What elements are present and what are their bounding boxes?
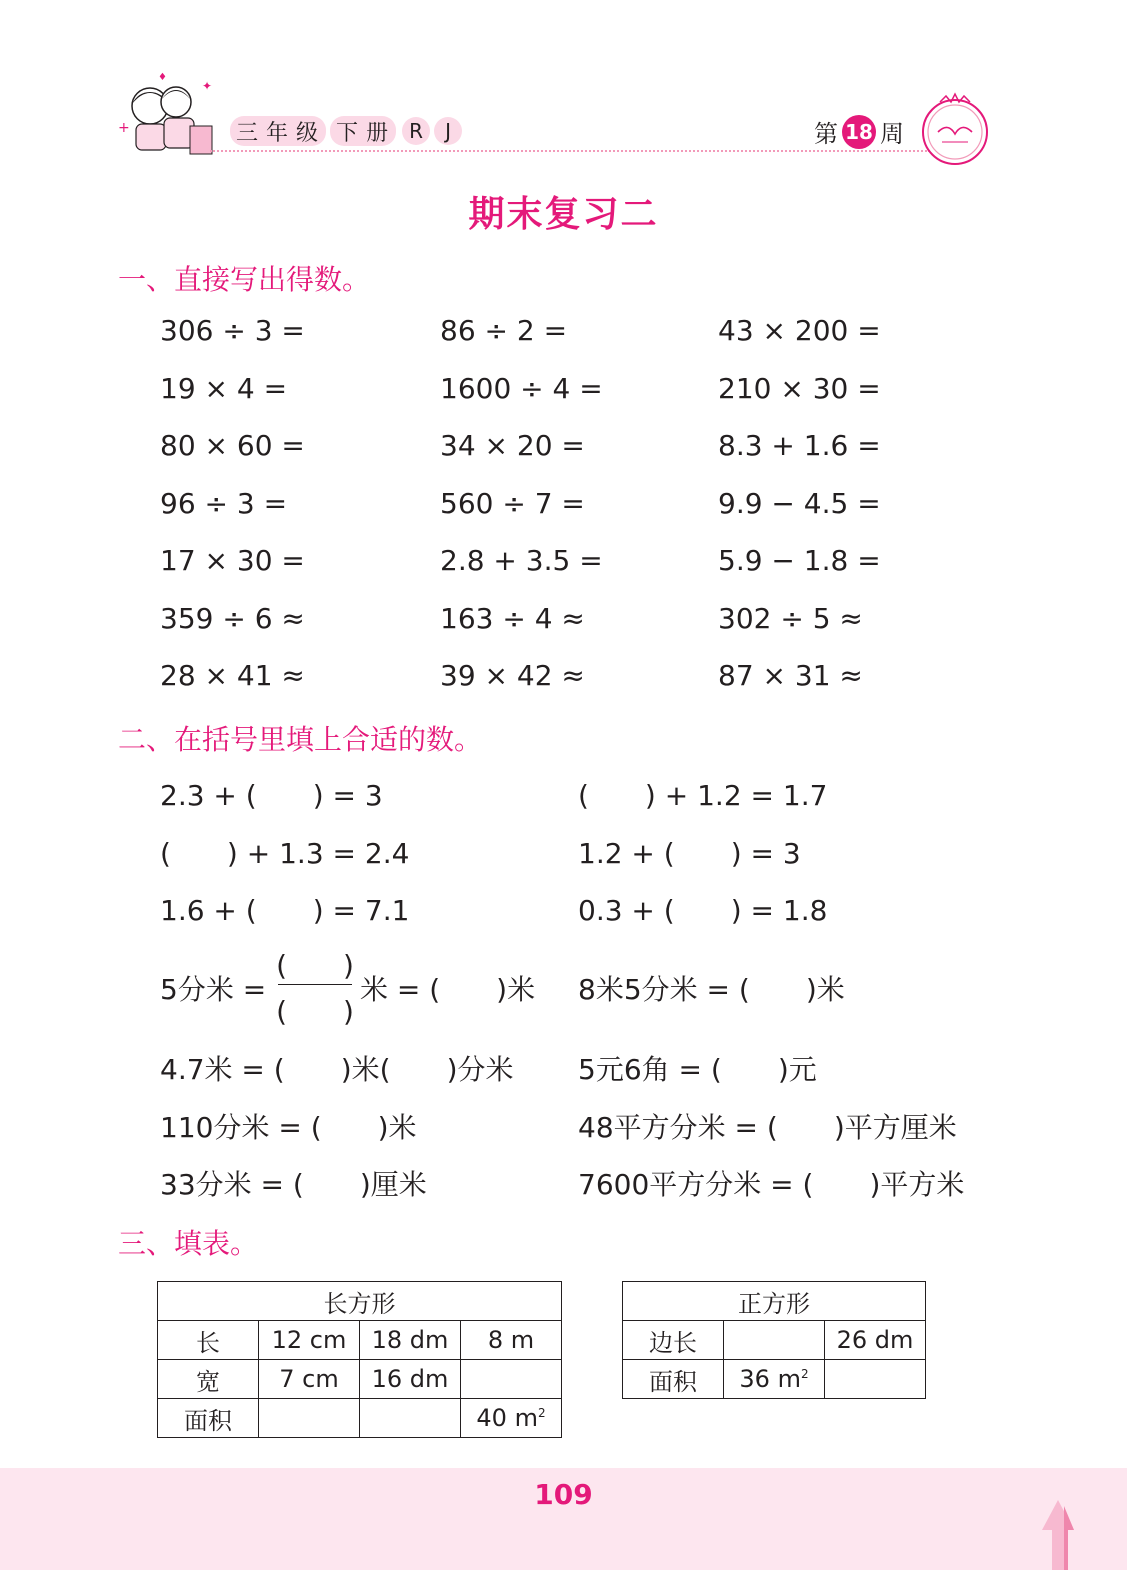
fraction-left-suffix: 米 = ( )米: [360, 973, 536, 1006]
fill-blank-problem: 1.6 + ( ) = 7.1: [160, 894, 410, 927]
calc-problem: 87 × 31 ≈: [718, 659, 863, 692]
fraction-left-prefix: 5分米 =: [160, 973, 267, 1006]
section2-heading: 二、在括号里填上合适的数。: [118, 723, 483, 756]
unit-conversion-problem: 4.7米 = ( )米( )分米: [160, 1053, 514, 1086]
svg-text:♦: ♦: [158, 72, 167, 83]
calc-problem: 96 ÷ 3 =: [160, 486, 288, 520]
svg-text:+: +: [118, 120, 130, 136]
calc-problem: 9.9 − 4.5 =: [718, 486, 881, 520]
rectangle-table-title: 长方形: [158, 1282, 562, 1321]
calc-problem: 306 ÷ 3 =: [160, 314, 305, 347]
rect-cell-blank[interactable]: [461, 1360, 562, 1399]
grade-char: 三: [236, 120, 261, 146]
square-area-value: 36 m: [739, 1365, 801, 1393]
edition-char: J: [434, 117, 462, 145]
calc-problem: 163 ÷ 4 ≈: [440, 601, 585, 635]
grade-char: 年: [266, 120, 291, 146]
page-title: 期末复习二: [468, 194, 659, 235]
unit-superscript: 2: [800, 1367, 809, 1381]
kids-illustration-icon: [112, 70, 222, 160]
svg-text:✦: ✦: [202, 79, 213, 93]
fraction-numerator[interactable]: ( ): [276, 949, 354, 982]
unit-conversion-problem: 33分米 = ( )厘米: [160, 1168, 427, 1201]
calc-problem: 5.9 − 1.8 =: [718, 544, 881, 577]
week-number: 18: [842, 115, 876, 149]
square-row-label: 边长: [623, 1321, 724, 1360]
rect-area-value: 40 m: [476, 1404, 538, 1432]
grade-tags: [230, 116, 464, 146]
calc-problem: 2.8 + 3.5 =: [440, 544, 603, 577]
calc-problem: 560 ÷ 7 =: [440, 486, 585, 520]
unit-conversion-problem: 110分米 = ( )米: [160, 1110, 417, 1144]
calc-problem: 28 × 41 ≈: [160, 659, 305, 692]
fill-blank-problem: 1.2 + ( ) = 3: [578, 836, 801, 870]
rect-row-label: 宽: [158, 1360, 259, 1399]
rect-cell: 7 cm: [259, 1360, 360, 1399]
calc-problem: 302 ÷ 5 ≈: [718, 601, 863, 635]
edition-char: R: [402, 117, 430, 145]
unit-conversion-problem: 7600平方分米 = ( )平方米: [578, 1168, 965, 1201]
author-stamp-icon: [918, 92, 992, 166]
fill-blank-problem: ( ) + 1.3 = 2.4: [160, 836, 410, 870]
section1-heading: 一、直接写出得数。: [118, 263, 371, 296]
unit-conversion-problem: 5元6角 = ( )元: [578, 1053, 817, 1086]
rect-row-label: 面积: [158, 1399, 259, 1438]
calc-problem: 86 ÷ 2 =: [440, 314, 568, 347]
fraction-bar: [278, 984, 352, 985]
square-cell-blank[interactable]: [724, 1321, 825, 1360]
grade-char: 级: [296, 120, 321, 146]
rect-cell-blank[interactable]: [259, 1399, 360, 1438]
section3-heading: 三、填表。: [118, 1227, 259, 1260]
week-suffix: 周: [880, 120, 904, 148]
calc-problem: 39 × 42 ≈: [440, 659, 585, 692]
square-cell: 26 dm: [825, 1321, 926, 1360]
rect-cell: 8 m: [461, 1321, 562, 1360]
fraction-row: [160, 944, 580, 1028]
calc-problem: 80 × 60 =: [160, 429, 305, 462]
fraction-denominator[interactable]: ( ): [276, 995, 354, 1028]
page-number: 109: [534, 1478, 593, 1511]
calc-problem: 8.3 + 1.6 =: [718, 429, 881, 462]
term-tag: [330, 116, 396, 146]
rect-cell: 18 dm: [360, 1321, 461, 1360]
term-char: 册: [366, 120, 391, 146]
fill-blank-problem: 0.3 + ( ) = 1.8: [578, 894, 828, 927]
calc-problem: 359 ÷ 6 ≈: [160, 601, 305, 635]
grade-tag: [230, 116, 326, 146]
rect-row-label: 长: [158, 1321, 259, 1360]
header-divider: [210, 150, 930, 152]
unit-superscript: 2: [537, 1406, 546, 1420]
arrow-up-icon: [1040, 1498, 1076, 1570]
calc-problem: 19 × 4 =: [160, 371, 288, 405]
calc-problem: 1600 ÷ 4 =: [440, 371, 603, 405]
rect-cell-blank[interactable]: [360, 1399, 461, 1438]
fill-blank-problem: ( ) + 1.2 = 1.7: [578, 779, 828, 812]
calc-problem: 34 × 20 =: [440, 429, 585, 462]
rectangle-table: [157, 1281, 562, 1438]
calc-problem: 210 × 30 =: [718, 371, 881, 405]
edition-tag: [400, 116, 464, 146]
rect-cell: 16 dm: [360, 1360, 461, 1399]
square-row-label: 面积: [623, 1360, 724, 1399]
calc-problem: 17 × 30 =: [160, 544, 305, 577]
fraction-row-right: 8米5分米 = ( )米: [578, 973, 845, 1006]
rect-cell: 12 cm: [259, 1321, 360, 1360]
square-cell-area: [724, 1360, 825, 1399]
square-table-title: 正方形: [623, 1282, 926, 1321]
term-char: 下: [336, 120, 361, 146]
rect-cell-area: [461, 1399, 562, 1438]
square-cell-blank[interactable]: [825, 1360, 926, 1399]
unit-conversion-problem: 48平方分米 = ( )平方厘米: [578, 1110, 957, 1144]
square-table: [622, 1281, 926, 1399]
week-prefix: 第: [814, 120, 838, 148]
week-label: [814, 114, 904, 149]
fill-blank-problem: 2.3 + ( ) = 3: [160, 779, 383, 812]
calc-problem: 43 × 200 =: [718, 314, 881, 347]
